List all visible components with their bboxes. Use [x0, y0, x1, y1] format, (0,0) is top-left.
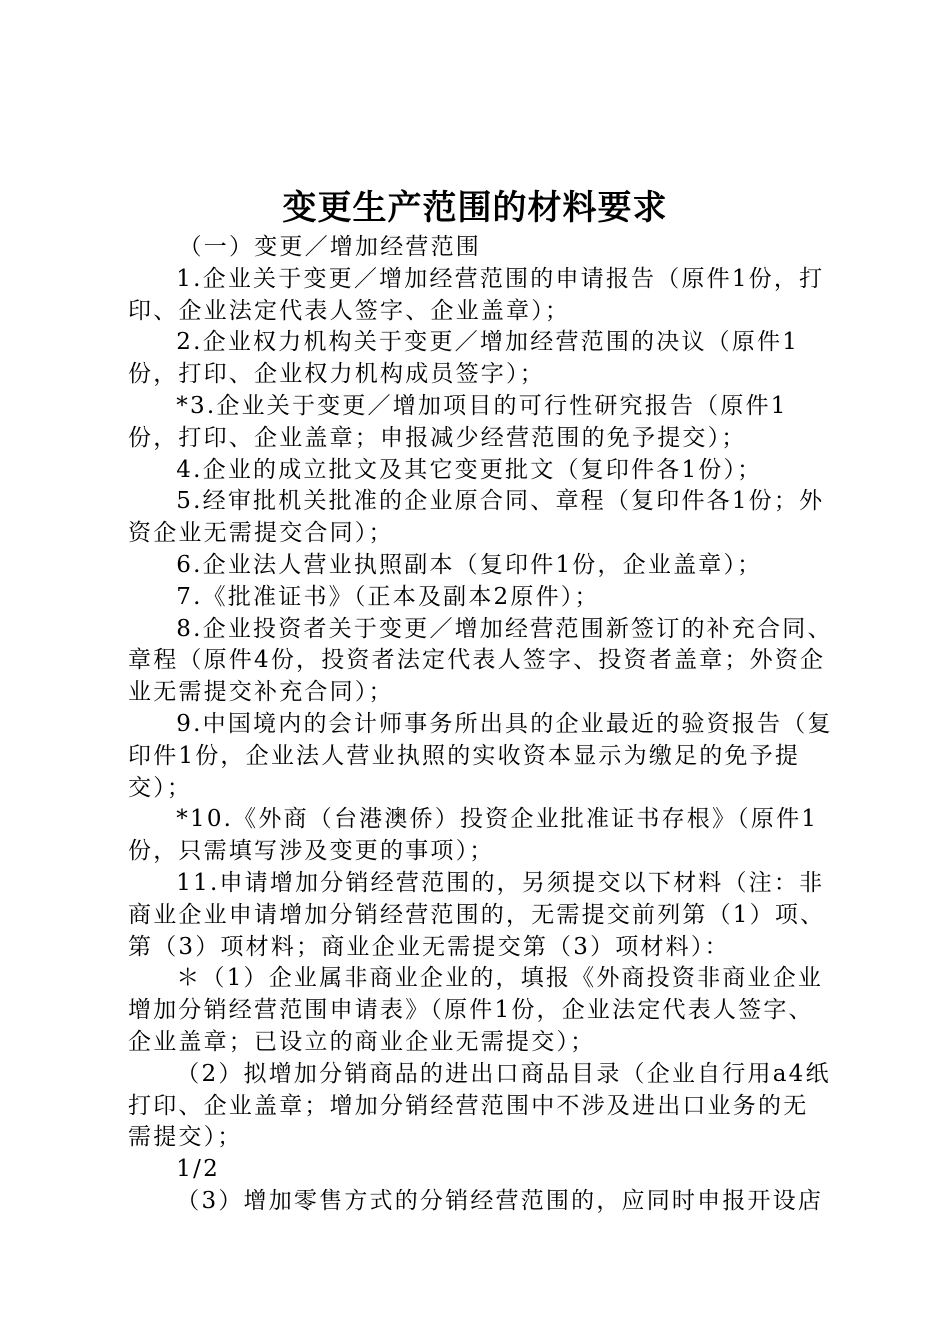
sub-item-3: （3）增加零售方式的分销经营范围的，应同时申报开设店: [176, 1187, 824, 1214]
sub-item-1: ＊（1）企业属非商业企业的，填报《外商投资非商业企业增加分销经营范围申请表》（原件1份，企业法定代表人签字、企业盖章；已设立的商业企业无需提交）；: [128, 965, 824, 1055]
requirement-item-2: 2.企业权力机构关于变更／增加经营范围的决议（原件1份，打印、企业权力机构成员签字）；: [128, 329, 800, 388]
requirement-item-10: *10.《外商（台港澳侨）投资企业批准证书存根》（原件1份，只需填写涉及变更的事项）；: [128, 806, 819, 865]
requirement-item-9: 9.中国境内的会计师事务所出具的企业最近的验资报告（复印件1份，企业法人营业执照的实收资本显示为缴足的免予提交）；: [128, 710, 833, 801]
requirement-item-7: 7.《批准证书》（正本及副本2原件）；: [176, 583, 600, 610]
document-body: [128, 232, 833, 1218]
requirement-item-5: 5.经审批机关批准的企业原合同、章程（复印件各1份；外资企业无需提交合同）；: [128, 488, 825, 547]
requirement-item-1: 1.企业关于变更／增加经营范围的申请报告（原件1份，打印、企业法定代表人签字、企业盖章）；: [128, 265, 825, 324]
requirement-item-4: 4.企业的成立批文及其它变更批文（复印件各1份）；: [176, 456, 763, 483]
requirement-item-3: *3.企业关于变更／增加项目的可行性研究报告（原件1份，打印、企业盖章；申报减少经营范围的免予提交）；: [128, 392, 788, 451]
section-heading: （一）变更／增加经营范围: [178, 234, 481, 260]
requirement-item-8: 8.企业投资者关于变更／增加经营范围新签订的补充合同、章程（原件4份，投资者法定代表人签字、投资者盖章；外资企业无需提交补充合同）；: [128, 615, 833, 706]
page-number: 1/2: [176, 1156, 220, 1183]
requirement-item-6: 6.企业法人营业执照副本（复印件1份，企业盖章）；: [176, 551, 763, 578]
requirement-item-11: 11.申请增加分销经营范围的，另须提交以下材料（注：非商业企业申请增加分销经营范围的，无需提交前列第（1）项、第（3）项材料；商业企业无需提交第（3）项材料）：: [128, 869, 826, 960]
document-title: 变更生产范围的材料要求: [282, 188, 668, 228]
sub-item-2: （2）拟增加分销商品的进出口商品目录（企业自行用a4纸打印、企业盖章；增加分销经营范围中不涉及进出口业务的无需提交）；: [128, 1060, 831, 1151]
